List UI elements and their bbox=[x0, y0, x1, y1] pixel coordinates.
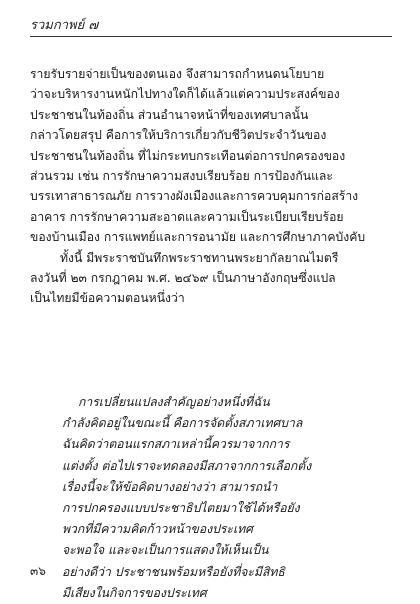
quote-line: พวกที่มีความคิดก้าวหน้าของประเทศ bbox=[62, 522, 253, 537]
text-line: ประชาชนในท้องถิ่น ที่ไม่กระทบกระเทือนต่อการปกครองของ bbox=[30, 148, 346, 163]
quote-line: อย่างดีว่า ประชาชนพร้อมหรือยังที่จะมีสิทธิ bbox=[62, 564, 285, 579]
quote-line: จะพอใจ และจะเป็นการแสดงให้เห็นเป็น bbox=[62, 543, 269, 558]
text-line: ลงวันที่ ๒๓ กรกฎาคม พ.ศ. ๒๔๖๙ เป็นภาษาอังกฤษซึ่งแปล bbox=[30, 270, 336, 285]
page-number: ๓๖ bbox=[30, 564, 46, 578]
text-line: อาคาร การรักษาความสะอาดและความเป็นระเบียบเรียบร้อย bbox=[30, 209, 344, 224]
quote-line: ฉันคิดว่าตอนแรกสภาเหล่านี้ควรมาจากการ bbox=[62, 437, 290, 452]
quote-line: การปกครองแบบประชาธิปไตยมาใช้ได้หรือยัง bbox=[62, 500, 300, 515]
quote-line: เรื่องนี้จะให้ข้อคิดบางอย่างว่า สามารถนำ bbox=[62, 479, 278, 494]
text-line: กล่าวโดยสรุป คือการให้บริการเกี่ยวกับชีวิตประจำวันของ bbox=[30, 128, 327, 143]
quote-line: แต่งตั้ง ต่อไปเราจะทดลองมีสภาจากการเลือกตั้ง bbox=[62, 458, 312, 473]
text-line: รายรับรายจ่ายเป็นของตนเอง จึงสามารถกำหนดนโยบาย bbox=[30, 67, 325, 81]
quote-line: มีเสียงในกิจการของประเทศ bbox=[62, 585, 207, 600]
text-line: เป็นไทยมีข้อความตอนหนึ่งว่า bbox=[30, 291, 185, 306]
text-line: ประชาชนในท้องถิ่น ส่วนอำนาจหน้าที่ของเทศบาลนั้น bbox=[30, 107, 309, 122]
text-line: บรรเทาสาธารณภัย การวางผังเมืองและการควบคุมการก่อสร้าง bbox=[30, 189, 359, 204]
quote-line: กำลังคิดอยู่ในขณะนี้ คือการจัดตั้งสภาเทศบาล bbox=[62, 416, 303, 431]
text-line: ของบ้านเมือง การแพทย์และการอนามัย และการศึกษาภาคบังคับ bbox=[30, 230, 366, 245]
quote-line: การเปลี่ยนแปลงสำคัญอย่างหนึ่งที่ฉัน bbox=[78, 395, 270, 409]
block-quote bbox=[62, 392, 374, 604]
text-line: ว่าจะบริหารงานหนักไปทางใดก็ได้แล้วแต่ความประสงค์ของ bbox=[30, 87, 340, 102]
running-header: รวมกาพย์ ๗ bbox=[30, 18, 99, 33]
text-line: ส่วนรวม เช่น การรักษาความสงบเรียบร้อย การป้องกันและ bbox=[30, 168, 333, 183]
text-line: ทั้งนี้ มีพระราชบันทึกพระราชทานพระยากัลยาณไมตรี bbox=[60, 250, 339, 265]
body-paragraph bbox=[30, 64, 392, 309]
header-rule bbox=[30, 36, 392, 37]
